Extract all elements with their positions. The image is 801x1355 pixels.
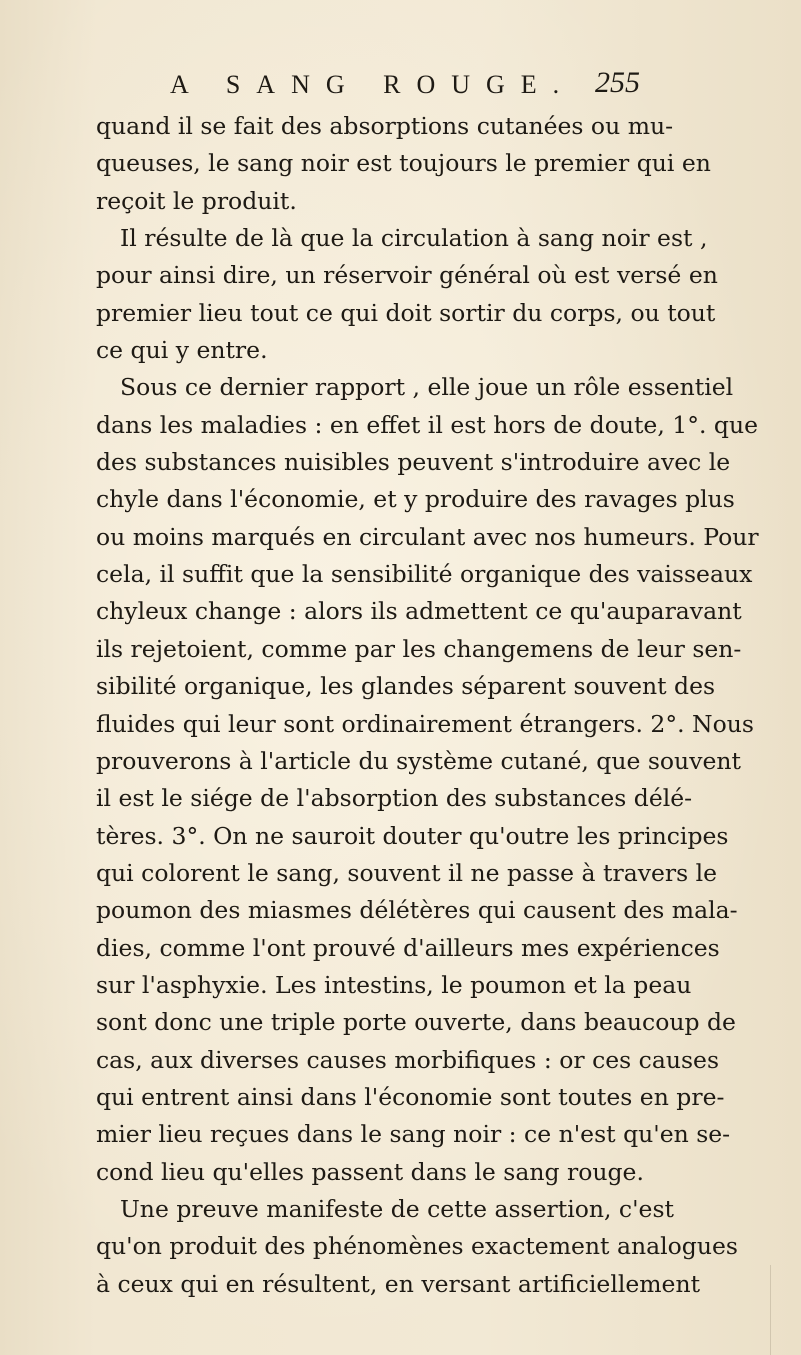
- text-line: ils rejetoient, comme par les changemens de leur sen-: [96, 634, 742, 663]
- text-line: mier lieu reçues dans le sang noir : ce n'est qu'en se-: [96, 1120, 731, 1149]
- text-line: cas, aux diverses causes morbifiques : or ces causes: [96, 1045, 720, 1074]
- text-line: cond lieu qu'elles passent dans le sang rouge.: [96, 1157, 644, 1186]
- text-line: reçoit le produit.: [96, 186, 297, 215]
- text-line: queuses, le sang noir est toujours le premier qui en: [96, 149, 711, 178]
- text-line: Il résulte de là que la circulation à sang noir est ,: [120, 224, 708, 253]
- text-line: sont donc une triple porte ouverte, dans beaucoup de: [96, 1008, 736, 1037]
- running-title: A SANG ROUGE.: [170, 70, 576, 99]
- text-line: dans les maladies : en effet il est hors de doute, 1°. que: [96, 410, 759, 439]
- text-line: sur l'asphyxie. Les intestins, le poumon et la peau: [96, 970, 692, 999]
- text-line: prouverons à l'article du système cutané, que souvent: [96, 746, 741, 775]
- text-line: pour ainsi dire, un réservoir général où est versé en: [96, 261, 718, 290]
- body-text: [96, 108, 759, 1303]
- text-line: sibilité organique, les glandes séparent souvent des: [96, 672, 716, 701]
- page-header: [170, 66, 640, 106]
- text-line: qui colorent le sang, souvent il ne passe à travers le: [96, 858, 718, 887]
- text-line: Sous ce dernier rapport , elle joue un rôle essentiel: [120, 373, 734, 402]
- text-line: qu'on produit des phénomènes exactement analogues: [96, 1232, 738, 1261]
- text-line: à ceux qui en résultent, en versant artificiellement: [96, 1269, 701, 1298]
- text-line: ce qui y entre.: [96, 336, 268, 365]
- page-number: 255: [595, 66, 640, 99]
- text-line: premier lieu tout ce qui doit sortir du corps, ou tout: [96, 298, 716, 327]
- text-line: il est le siége de l'absorption des substances délé-: [96, 784, 693, 813]
- text-line: ou moins marqués en circulant avec nos humeurs. Pour: [96, 522, 759, 551]
- text-line: des substances nuisibles peuvent s'introduire avec le: [96, 448, 731, 477]
- page-edge-shadow: [770, 1265, 801, 1355]
- text-line: quand il se fait des absorptions cutanées ou mu-: [96, 112, 674, 140]
- text-line: chyleux change : alors ils admettent ce qu'auparavant: [96, 597, 742, 626]
- text-line: tères. 3°. On ne sauroit douter qu'outre les principes: [96, 821, 729, 850]
- text-line: chyle dans l'économie, et y produire des ravages plus: [96, 485, 735, 514]
- text-line: dies, comme l'ont prouvé d'ailleurs mes expériences: [96, 933, 720, 962]
- text-line: qui entrent ainsi dans l'économie sont toutes en pre-: [96, 1082, 725, 1111]
- text-line: Une preuve manifeste de cette assertion, c'est: [120, 1194, 674, 1223]
- text-line: fluides qui leur sont ordinairement étrangers. 2°. Nous: [96, 709, 754, 738]
- text-line: poumon des miasmes délétères qui causent des mala-: [96, 896, 738, 925]
- text-line: cela, il suffit que la sensibilité organique des vaisseaux: [96, 560, 753, 589]
